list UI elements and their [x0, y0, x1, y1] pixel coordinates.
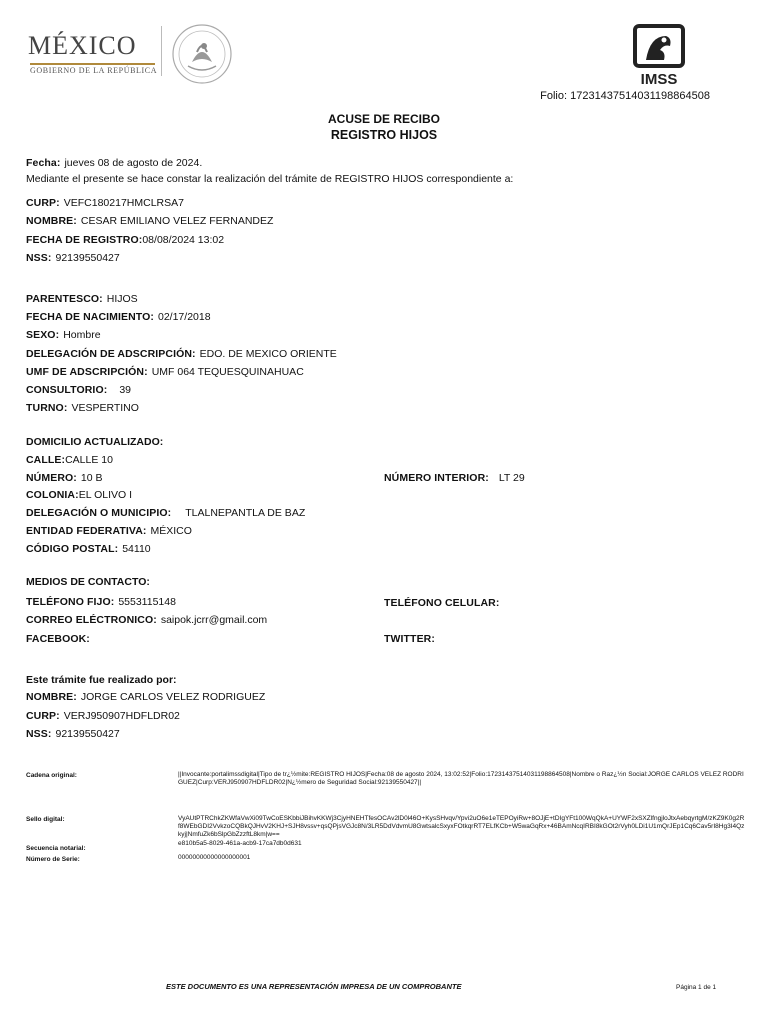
turno-label: TURNO:: [26, 402, 68, 414]
realizado-header: Este trámite fue realizado por:: [26, 674, 177, 686]
logo-rule: [30, 63, 155, 65]
fecha-row: [26, 157, 202, 169]
document-subtitle: REGISTRO HIJOS: [330, 128, 438, 142]
sexo-row: [26, 329, 101, 341]
logo-divider: [161, 26, 162, 76]
colonia-label: COLONIA:: [26, 489, 79, 501]
numero-serie-label: [26, 856, 80, 864]
consultorio-value: 39: [119, 384, 131, 396]
sexo-label: SEXO:: [26, 329, 60, 341]
delegacion-label: DELEGACIÓN DE ADSCRIPCIÓN:: [26, 348, 196, 360]
fecha-value: jueves 08 de agosto de 2024.: [64, 157, 203, 169]
nombre-label: NOMBRE:: [26, 215, 77, 227]
telefono-fijo-label: TELÉFONO FIJO:: [26, 596, 115, 608]
colonia-value: EL OLIVO I: [78, 489, 133, 501]
fecha-registro-value: 08/08/2024 13:02: [142, 234, 225, 246]
municipio-label: DELEGACIÓN O MUNICIPIO:: [26, 507, 172, 519]
footer-disclaimer: ESTE DOCUMENTO ES UNA REPRESENTACIÓN IMPRESA DE UN COMPROBANTE: [166, 982, 462, 991]
umf-value: UMF 064 TEQUESQUINAHUAC: [151, 366, 304, 378]
correo-value: saipok.jcrr@gmail.com: [160, 614, 268, 626]
parentesco-label: PARENTESCO:: [26, 293, 103, 305]
secuencia-label: [26, 845, 86, 853]
cadena-original-label: [26, 772, 77, 780]
telefono-celular-label: TELÉFONO CELULAR:: [384, 597, 500, 609]
entidad-value: MÉXICO: [150, 525, 192, 537]
cadena-original-value: ||Invocante:portalimssdigital|Tipo de tr¿½mite:REGISTRO HIJOS|Fecha:08 de agosto 2024, 13:02:52|Folio:172314375140311988645​08|Nombre o Raz¿½n Social:JORGE CARLOS VELEZ RODRIGUEZ|Curp:VERJ950907HDFLDR02|N¿½mero de Seguridad Social:92139550427||: [178, 771, 744, 786]
realizado-nombre-row: [26, 691, 265, 703]
realizado-nombre-value: JORGE CARLOS VELEZ RODRIGUEZ: [80, 691, 266, 703]
numero-value: 10 B: [80, 472, 103, 484]
umf-label: UMF DE ADSCRIPCIÓN:: [26, 366, 148, 378]
realizado-nombre-label: NOMBRE:: [26, 691, 77, 703]
realizado-nss-row: [26, 728, 120, 740]
calle-label: CALLE:: [26, 454, 66, 466]
codigo-postal-value: 54110: [122, 543, 151, 555]
sello-digital-value: VyAUtPTRChkZKWfaVwXi09TwCoESKbbiJBihvKKWj3CjyHNEHTfesOCAv2lD0l46O+KysSHvqv/Ypvi2uO6e1eTEPOyiRw+8OJjE+tDIgYFt100WqQkA+UYWF2xSXZlfngjloJtxAebqyrtgM/zKZ9K0g2Rf8WEbGDI2VvkzoCQBkQJHvV2KHJ+SJH8vssv+qsQPjsVGJc8N/3LR5DdVdvmU8GwtsalcSxyxFOtkqrRT7ELfKCb+W5waGqRx+46BAmNcqIRBI8kGOt2rVyh0LDi1U1mQrJEp1Cq6Cav5rI8Hg3I4Qzkyj|NmfuZk6bSlpGbZzzftL8km|w==: [178, 815, 745, 838]
nacimiento-row: [26, 311, 211, 323]
umf-row: [26, 366, 304, 378]
parentesco-value: HIJOS: [106, 293, 138, 305]
mexico-wordmark: MÉXICO: [28, 31, 137, 60]
imss-emblem-icon: [626, 22, 692, 88]
codigo-postal-label: CÓDIGO POSTAL:: [26, 543, 119, 555]
calle-row: [26, 454, 113, 466]
turno-value: VESPERTINO: [71, 402, 139, 414]
facebook-label: FACEBOOK:: [26, 633, 90, 645]
delegacion-value: EDO. DE MEXICO ORIENTE: [199, 348, 337, 360]
nombre-row: [26, 215, 273, 227]
document-title: ACUSE DE RECIBO: [327, 112, 440, 126]
colonia-row: [26, 489, 132, 501]
telefono-fijo-row: [26, 596, 176, 608]
mexico-government-logo: [18, 26, 258, 82]
numero-interior-row: [384, 472, 525, 484]
twitter-label: TWITTER:: [384, 633, 435, 645]
national-seal-icon: [170, 22, 234, 86]
sello-digital-label: [26, 816, 65, 824]
imss-wordmark: IMSS: [640, 71, 678, 88]
curp-row: [26, 197, 184, 209]
imss-logo: [626, 22, 692, 88]
curp-value: VEFC180217HMCLRSA7: [63, 197, 184, 209]
numero-label: NÚMERO:: [26, 472, 77, 484]
realizado-nss-value: 92139550427: [55, 728, 120, 740]
nss-label: NSS:: [26, 252, 52, 264]
telefono-fijo-value: 5553115148: [118, 596, 176, 608]
secuencia-label-text: Secuencia notarial:: [26, 845, 86, 852]
numero-row: [26, 472, 102, 484]
page-number: Página 1 de 1: [676, 984, 717, 991]
delegacion-row: [26, 348, 337, 360]
consultorio-row: [26, 384, 131, 396]
intro-text: Mediante el presente se hace constar la realización del trámite de REGISTRO HIJOS correspondiente a:: [26, 173, 514, 185]
nacimiento-value: 02/17/2018: [158, 311, 211, 323]
parentesco-row: [26, 293, 138, 305]
realizado-curp-row: [26, 710, 180, 722]
nacimiento-label: FECHA DE NACIMIENTO:: [26, 311, 154, 323]
municipio-value: TLALNEPANTLA DE BAZ: [185, 507, 306, 519]
domicilio-header: DOMICILIO ACTUALIZADO:: [26, 436, 164, 448]
sello-digital-label-text: Sello digital:: [26, 816, 65, 823]
numero-interior-value: LT 29: [498, 472, 525, 484]
facebook-row: [26, 633, 90, 645]
correo-label: CORREO ELÉCTRONICO:: [26, 614, 157, 626]
nss-row: [26, 252, 120, 264]
entidad-row: [26, 525, 192, 537]
telefono-celular-row: [384, 597, 499, 609]
realizado-curp-label: CURP:: [26, 710, 60, 722]
turno-row: [26, 402, 139, 414]
codigo-postal-row: [26, 543, 151, 555]
entidad-label: ENTIDAD FEDERATIVA:: [26, 525, 147, 537]
fecha-registro-row: [26, 234, 224, 246]
realizado-curp-value: VERJ950907HDFLDR02: [63, 710, 180, 722]
calle-value: CALLE 10: [65, 454, 113, 466]
secuencia-value: e810b5a5-8029-461a-acb9-17ca7db0d631: [178, 840, 302, 847]
folio-number: Folio: 172314375140311988645​08: [540, 90, 710, 102]
fecha-registro-label: FECHA DE REGISTRO:: [26, 234, 143, 246]
numero-interior-label: NÚMERO INTERIOR:: [384, 472, 489, 484]
numero-serie-value: 00000000000000000001: [178, 854, 251, 861]
fecha-label: Fecha:: [26, 157, 61, 169]
realizado-nss-label: NSS:: [26, 728, 52, 740]
curp-label: CURP:: [26, 197, 60, 209]
gobierno-wordmark: GOBIERNO DE LA REPÚBLICA: [30, 66, 158, 75]
cadena-original-label-text: Cadena original:: [26, 772, 77, 779]
sexo-value: Hombre: [63, 329, 101, 341]
nss-value: 92139550427: [55, 252, 120, 264]
municipio-row: [26, 507, 305, 519]
numero-serie-label-text: Número de Serie:: [26, 856, 80, 863]
nombre-value: CESAR EMILIANO VELEZ FERNANDEZ: [80, 215, 274, 227]
twitter-row: [384, 633, 435, 645]
consultorio-label: CONSULTORIO:: [26, 384, 108, 396]
contacto-header: MEDIOS DE CONTACTO:: [26, 576, 150, 588]
correo-row: [26, 614, 267, 626]
